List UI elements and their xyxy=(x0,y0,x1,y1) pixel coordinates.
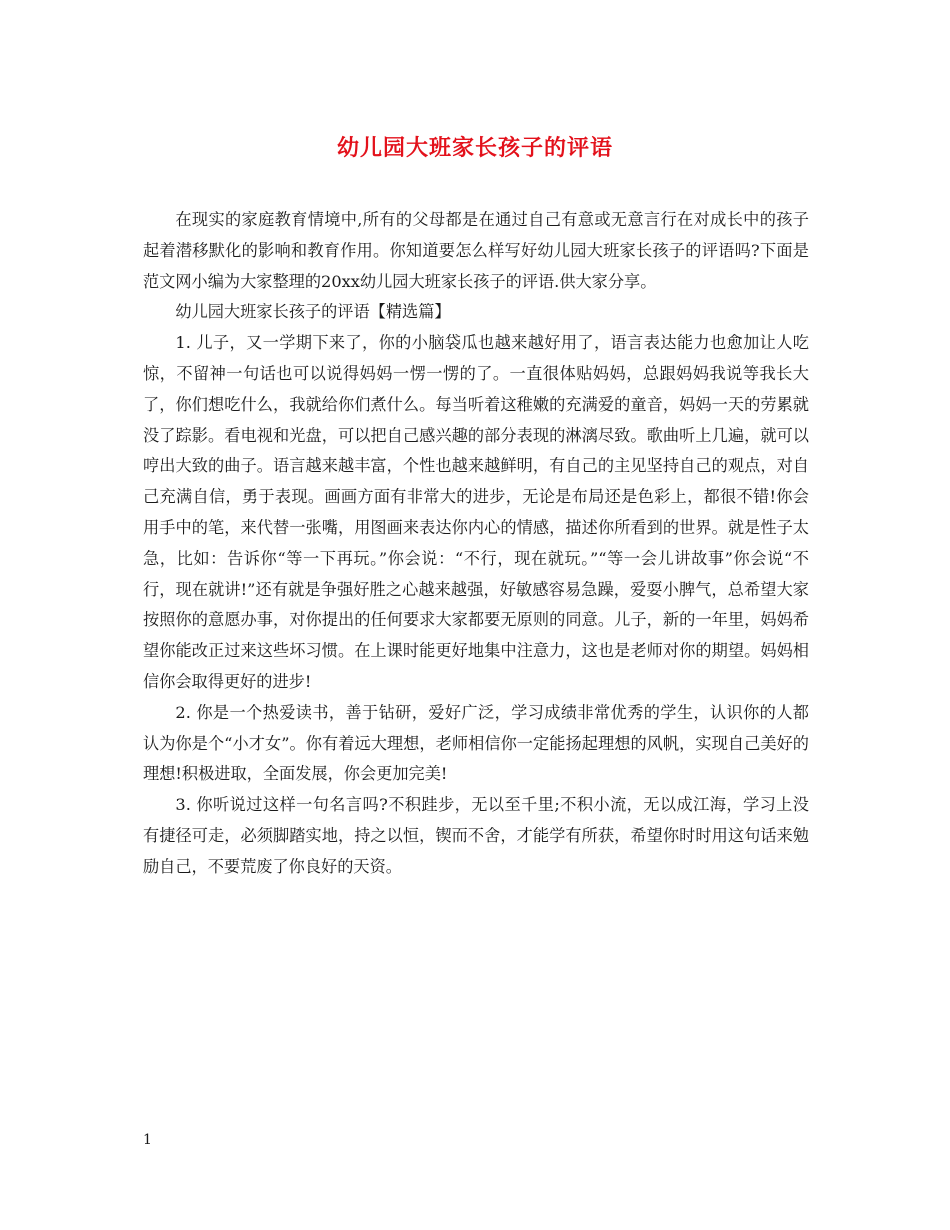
section-heading: 幼儿园大班家长孩子的评语【精选篇】 xyxy=(175,302,451,322)
document-title: 幼儿园大班家长孩子的评语 xyxy=(336,135,613,161)
intro-paragraph: 在现实的家庭教育情境中,所有的父母都是在通过自己有意或无意言行在对成长中的孩子起着潜移默化的影响和教育作用。你知道要怎么样写好幼儿园大班家长孩子的评语吗?下面是范文网小编为大家整理的20xx幼儿园大班家长孩子的评语.供大家分享。 xyxy=(143,210,809,291)
comment-paragraph-3: 3. 你听说过这样一句名言吗?不积跬步，无以至千里;不积小流，无以成江海，学习上没有捷径可走，必须脚踏实地，持之以恒，锲而不舍，才能学有所获，希望你时时用这句话来勉励自己，不要荒废了你良好的天资。 xyxy=(143,795,809,876)
comment-paragraph-2: 2. 你是一个热爱读书，善于钻研，爱好广泛，学习成绩非常优秀的学生，认识你的人都认为你是个“小才女”。你有着远大理想，老师相信你一定能扬起理想的风帆，实现自己美好的理想!积极进取，全面发展，你会更加完美! xyxy=(143,702,809,784)
document-body xyxy=(143,205,809,883)
page-number: 1 xyxy=(143,1132,152,1148)
comment-paragraph-1: 1. 儿子，又一学期下来了，你的小脑袋瓜也越来越好用了，语言表达能力也愈加让人吃惊，不留神一句话也可以说得妈妈一愣一愣的了。一直很体贴妈妈，总跟妈妈我说等我长大了，你们想吃什么，我就给你们煮什么。每当听着这稚嫩的充满爱的童音，妈妈一天的劳累就没了踪影。看电视和光盘，可以把自己感兴趣的部分表现的淋漓尽致。歌曲听上几遍，就可以哼出大致的曲子。语言越来越丰富，个性也越来越鲜明，有自己的主见坚持自己的观点，对自己充满自信，勇于表现。画画方面有非常大的进步，无论是布局还是色彩上，都很不错!你会用手中的笔，来代替一张嘴，用图画来表达你内心的情感，描述你所看到的世界。就是性子太急，比如：告诉你“等一下再玩。”你会说：“不行，现在就玩。”“等一会儿讲故事”你会说“不行，现在就讲!”还有就是争强好胜之心越来越强，好敏感容易急躁，爱耍小脾气，总希望大家按照你的意愿办事，对你提出的任何要求大家都要无原则的同意。儿子，新的一年里，妈妈希望你能改正过来这些坏习惯。在上课时能更好地集中注意力，这也是老师对你的期望。妈妈相信你会取得更好的进步! xyxy=(143,333,809,691)
